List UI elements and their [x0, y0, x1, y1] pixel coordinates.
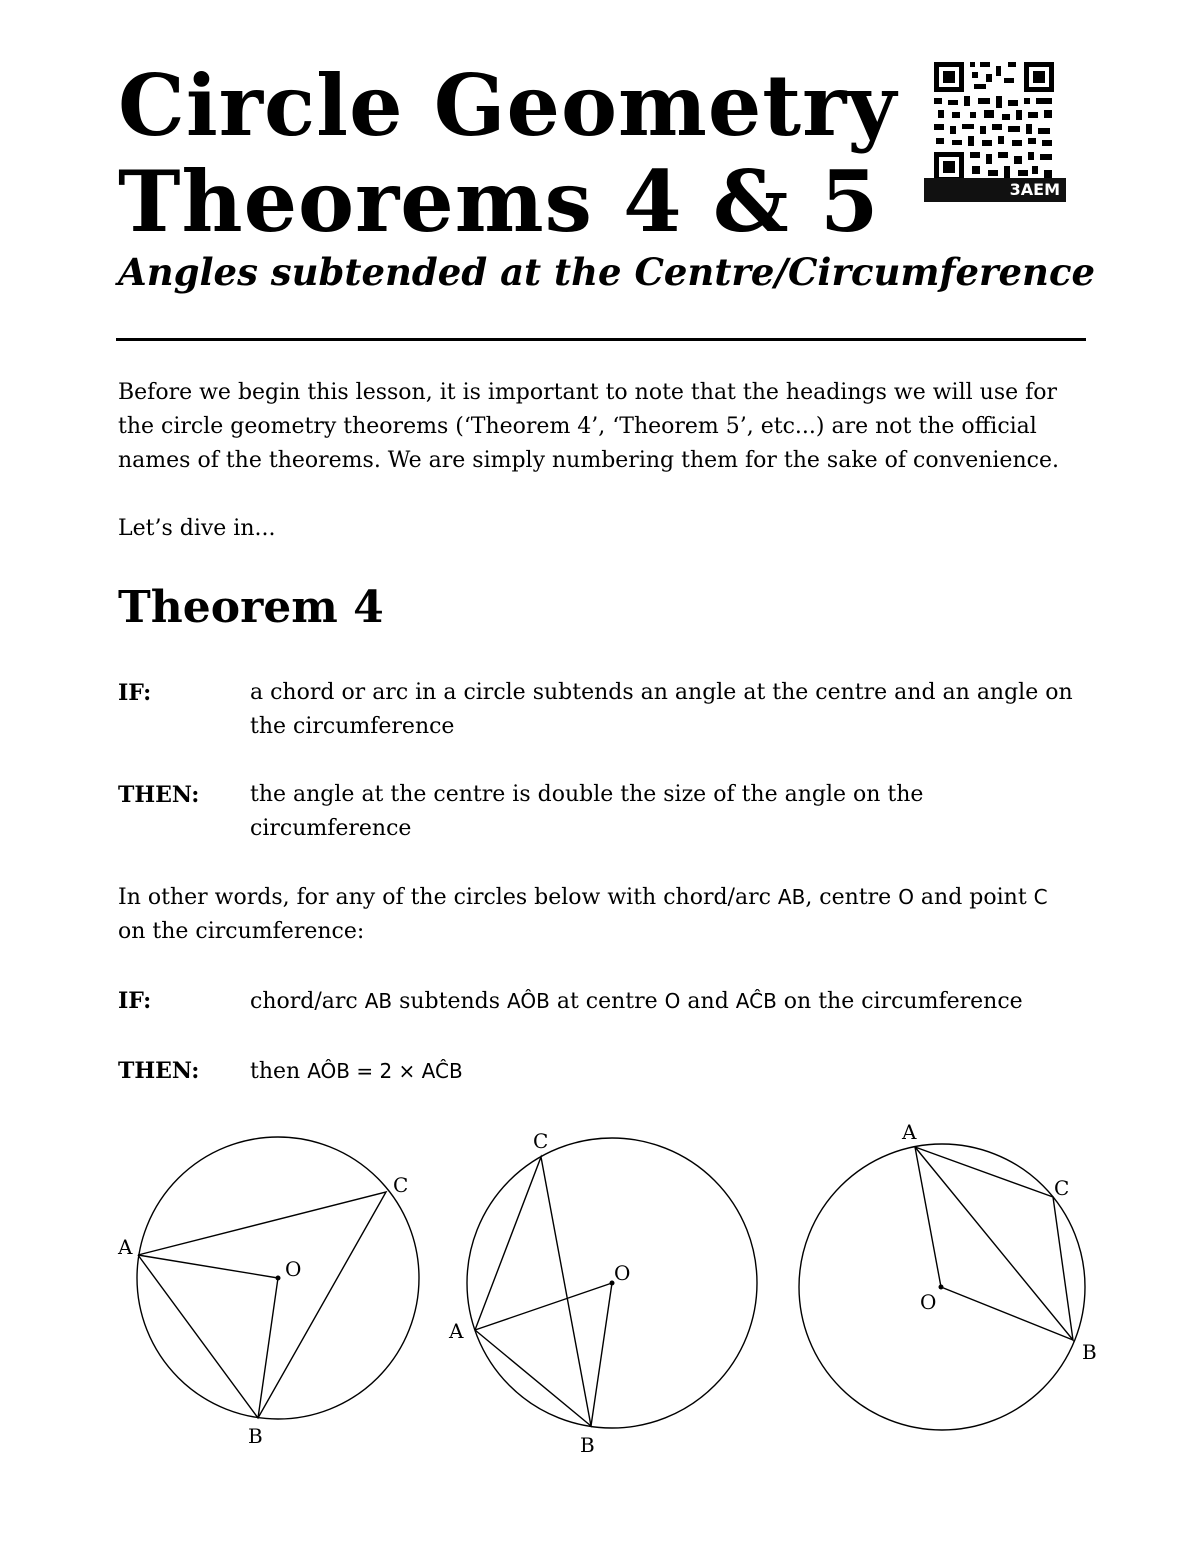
page-subtitle: Angles subtended at the Centre/Circumference	[118, 250, 1096, 294]
diagram-2-triangle-acb	[475, 1157, 591, 1426]
math-angle-acb: AĈB	[735, 989, 777, 1013]
diagram-1-label-o: O	[285, 1257, 302, 1281]
title-line-2: Theorems 4 & 5	[118, 152, 880, 251]
then-text-line-1: the angle at the centre is double the size of the angle on the	[250, 782, 924, 807]
words-text-a: In other words, for any of the circles below with chord/arc	[118, 885, 778, 910]
diagram-3-label-b: B	[1082, 1340, 1097, 1364]
math-angle-aob: AÔB	[507, 989, 550, 1013]
diagram-3-centre-dot	[939, 1285, 944, 1290]
qr-code-label: 3AEM	[924, 178, 1066, 202]
then-label: THEN:	[118, 782, 200, 808]
formal-if-b: subtends	[392, 989, 508, 1014]
math-o: O	[664, 989, 681, 1013]
diagram-1-centre-dot	[276, 1276, 281, 1281]
formal-if-c: at centre	[549, 989, 665, 1014]
title-line-1: Circle Geometry	[118, 56, 898, 155]
words-text-c: and point	[913, 885, 1034, 910]
formal-if-e: on the circumference	[776, 989, 1023, 1014]
if-label: IF:	[118, 680, 152, 706]
diagram-1-label-b: B	[248, 1424, 263, 1448]
formal-then-a: then	[250, 1059, 308, 1084]
diagram-2-radii-aob	[475, 1283, 612, 1426]
if-text-line-1: a chord or arc in a circle subtends an angle at the centre and an angle on	[250, 680, 1073, 705]
words-text-b: , centre	[805, 885, 899, 910]
diagram-2-label-a: A	[449, 1319, 464, 1343]
math-angle-equation: AÔB = 2 × AĈB	[307, 1059, 463, 1083]
diagram-2-label-b: B	[580, 1433, 595, 1457]
intro-line-2: the circle geometry theorems (‘Theorem 4’, ‘Theorem 5’, etc...) are not the official	[118, 414, 1037, 439]
diagram-1-radii-aob	[138, 1255, 278, 1418]
diagram-3-label-o: O	[920, 1290, 937, 1314]
diagram-3-triangle-acb	[915, 1147, 1073, 1340]
diagram-1-label-c: C	[393, 1173, 409, 1197]
diagram-1-triangle-acb	[138, 1192, 386, 1418]
math-c: C	[1033, 885, 1048, 909]
diagram-2-label-o: O	[614, 1261, 631, 1285]
formal-if-d: and	[680, 989, 736, 1014]
then-text-line-2: circumference	[250, 816, 412, 841]
diagram-3-label-a: A	[902, 1120, 917, 1144]
theorem-4-heading: Theorem 4	[118, 582, 384, 633]
intro-line-1: Before we begin this lesson, it is important to note that the headings we will use for	[118, 380, 1058, 405]
diagram-1-label-a: A	[118, 1235, 133, 1259]
math-ab: AB	[364, 989, 393, 1013]
intro-dive-in: Let’s dive in...	[118, 516, 276, 541]
formal-if-a: chord/arc	[250, 989, 365, 1014]
diagram-2-label-c: C	[533, 1129, 549, 1153]
intro-line-3: names of the theorems. We are simply numbering them for the sake of convenience.	[118, 448, 1059, 473]
formal-if-label: IF:	[118, 988, 152, 1014]
formal-then-label: THEN:	[118, 1058, 200, 1084]
math-o: O	[898, 885, 914, 909]
diagram-3-label-c: C	[1054, 1176, 1070, 1200]
math-ab: AB	[777, 885, 806, 909]
words-text-line-2: on the circumference:	[118, 919, 365, 944]
if-text-line-2: the circumference	[250, 714, 455, 739]
